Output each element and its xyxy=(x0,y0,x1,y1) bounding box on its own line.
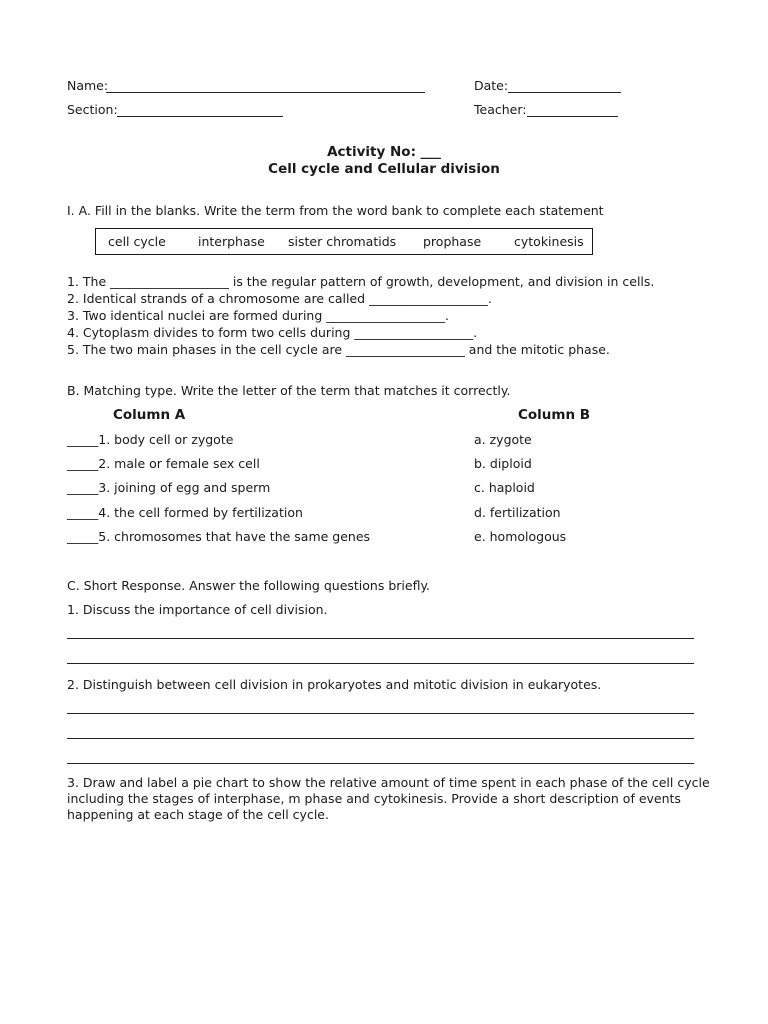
matching-item: _____5. chromosomes that have the same genes xyxy=(67,529,371,544)
teacher-field[interactable] xyxy=(527,116,618,117)
matching-item: _____3. joining of egg and sperm xyxy=(67,480,271,495)
matching-option: d. fertilization xyxy=(474,505,561,520)
fill-blank-item: 3. Two identical nuclei are formed during ___________________. xyxy=(67,308,449,323)
word-bank-term: sister chromatids xyxy=(288,234,397,249)
fill-blank-item: 4. Cytoplasm divides to form two cells during ___________________. xyxy=(67,325,478,340)
matching-option: c. haploid xyxy=(474,480,535,495)
name-label: Name: xyxy=(67,78,109,93)
answer-line[interactable] xyxy=(67,713,694,714)
fill-blank-item: 1. The ___________________ is the regular pattern of growth, development, and division in cells. xyxy=(67,274,655,289)
fill-blank-item: 2. Identical strands of a chromosome are called ___________________. xyxy=(67,291,492,306)
column-b-header: Column B xyxy=(518,407,591,423)
question-3-line: including the stages of interphase, m phase and cytokinesis. Provide a short description of events xyxy=(67,791,681,806)
question-1: 1. Discuss the importance of cell division. xyxy=(67,602,328,617)
part-a-instruction: I. A. Fill in the blanks. Write the term from the word bank to complete each statement xyxy=(67,203,604,218)
matching-option: a. zygote xyxy=(474,432,532,447)
matching-item: _____1. body cell or zygote xyxy=(67,432,234,447)
question-3-line: happening at each stage of the cell cycle. xyxy=(67,807,329,822)
matching-option: b. diploid xyxy=(474,456,532,471)
teacher-label: Teacher: xyxy=(474,102,527,117)
name-field[interactable] xyxy=(106,92,425,93)
date-field[interactable] xyxy=(508,92,621,93)
word-bank xyxy=(95,228,593,255)
word-bank-term: cytokinesis xyxy=(514,234,584,249)
column-a-header: Column A xyxy=(113,407,186,423)
activity-title: Cell cycle and Cellular division xyxy=(268,161,500,177)
part-b-instruction: B. Matching type. Write the letter of the term that matches it correctly. xyxy=(67,383,511,398)
word-bank-term: interphase xyxy=(198,234,265,249)
answer-line[interactable] xyxy=(67,638,694,639)
matching-item: _____4. the cell formed by fertilization xyxy=(67,505,303,520)
answer-line[interactable] xyxy=(67,763,694,764)
section-label: Section: xyxy=(67,102,118,117)
date-label: Date: xyxy=(474,78,509,93)
question-3-line: 3. Draw and label a pie chart to show the relative amount of time spent in each phase of the cell cycle xyxy=(67,775,710,790)
matching-item: _____2. male or female sex cell xyxy=(67,456,260,471)
matching-option: e. homologous xyxy=(474,529,567,544)
answer-line[interactable] xyxy=(67,738,694,739)
part-c-instruction: C. Short Response. Answer the following questions briefly. xyxy=(67,578,431,593)
section-field[interactable] xyxy=(117,116,283,117)
answer-line[interactable] xyxy=(67,663,694,664)
fill-blank-item: 5. The two main phases in the cell cycle are ___________________ and the mitotic phase. xyxy=(67,342,610,357)
activity-number: Activity No: ___ xyxy=(327,144,441,160)
word-bank-term: cell cycle xyxy=(108,234,166,249)
question-2: 2. Distinguish between cell division in prokaryotes and mitotic division in eukaryotes. xyxy=(67,677,602,692)
word-bank-term: prophase xyxy=(423,234,482,249)
